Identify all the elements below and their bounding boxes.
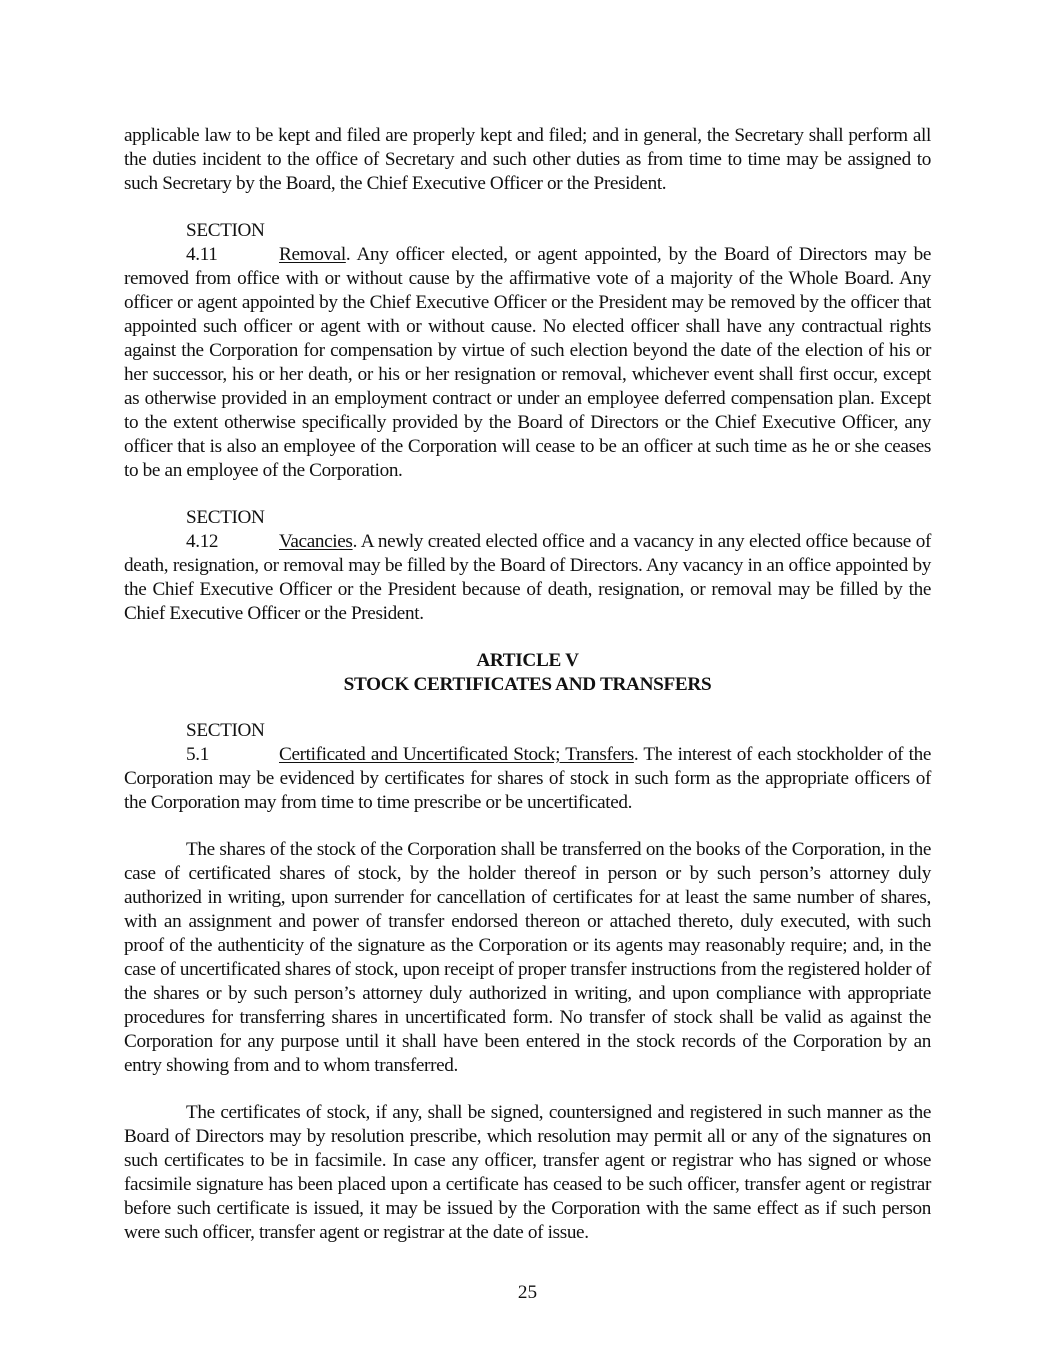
- section-body: . A newly created elected office and a vacancy in any elected office because of death, resignation, or removal may be filled by the Board of Directors. Any vacancy in an office appointed by the Chief Executive Officer or the President because of death, resignation, or removal may be filled by the Chief Executive Officer or the President.: [124, 531, 931, 624]
- section-4-11: [124, 219, 931, 483]
- paragraph-certificate-signatures: The certificates of stock, if any, shall be signed, countersigned and registered in such manner as the Board of Directors may by resolution prescribe, which resolution may permit all or any of the signatures on such certificates to be in facsimile. In case any officer, transfer agent or registrar who has signed or whose facsimile signature has been placed upon a certificate has ceased to be such officer, transfer agent or registrar before such certificate is issued, it may be issued by the Corporation with the same effect as if such person were such officer, transfer agent or registrar at the date of issue.: [124, 1102, 931, 1243]
- section-body: . Any officer elected, or agent appointed, by the Board of Directors may be removed from office with or without cause by the affirmative vote of a majority of the Whole Board. Any officer or agent appointed by the Chief Executive Officer or the President may be removed by the officer that appointed such officer or agent with or without cause. No elected officer shall have any contractual rights against the Corporation for compensation by virtue of such election beyond the date of the election of his or her successor, his or her death, or his or her resignation or removal, whichever event shall first occur, except as otherwise provided in an employment contract or under an employee deferred compensation plan. Except to the extent otherwise specifically provided by the Board of Directors or the Chief Executive Officer, any officer that is also an employee of the Corporation will cease to be an officer at such time as he or she ceases to be an employee of the Corporation.: [124, 244, 931, 481]
- section-title: Removal: [279, 244, 346, 265]
- paragraph-share-transfers: The shares of the stock of the Corporation shall be transferred on the books of the Corporation, in the case of certificated shares of stock, by the holder thereof in person or by such person’s attorney duly authorized in writing, upon surrender for cancellation of certificates for at least the same number of shares, with an assignment and power of transfer endorsed thereon or attached thereto, duly executed, with such proof of the authenticity of the signature as the Corporation or its agents may reasonably require; and, in the case of uncertificated shares of stock, upon receipt of proper transfer instructions from the registered holder of the shares or by such person’s attorney duly authorized in writing, and upon compliance with appropriate procedures for transferring shares in uncertificated form. No transfer of stock shall be valid as against the Corporation for any purpose until it shall have been entered in the stock records of the Corporation by an entry showing from and to whom transferred.: [124, 839, 931, 1076]
- page-number: 25: [517, 1282, 538, 1303]
- article-label: ARTICLE V: [476, 650, 579, 671]
- section-5-1: [124, 719, 931, 815]
- document-page: [124, 124, 931, 1268]
- section-number: SECTION 4.11: [186, 220, 265, 265]
- article-heading: [124, 649, 931, 697]
- section-4-12: [124, 506, 931, 626]
- section-title: Vacancies: [279, 531, 353, 552]
- article-title: STOCK CERTIFICATES AND TRANSFERS: [343, 674, 712, 695]
- section-number: SECTION 5.1: [186, 720, 265, 765]
- continuation-paragraph: applicable law to be kept and filed are properly kept and filed; and in general, the Secretary shall perform all the duties incident to the office of Secretary and such other duties as from time to time may be assigned to such Secretary by the Board, the Chief Executive Officer or the President.: [124, 125, 931, 194]
- section-title: Certificated and Uncertificated Stock; Transfers: [279, 744, 634, 765]
- section-number: SECTION 4.12: [186, 507, 265, 552]
- section-body: . The interest of each stockholder of the Corporation may be evidenced by certificates for shares of stock in such form as the appropriate officers of the Corporation may from time to time prescribe or be uncertificated.: [124, 744, 931, 813]
